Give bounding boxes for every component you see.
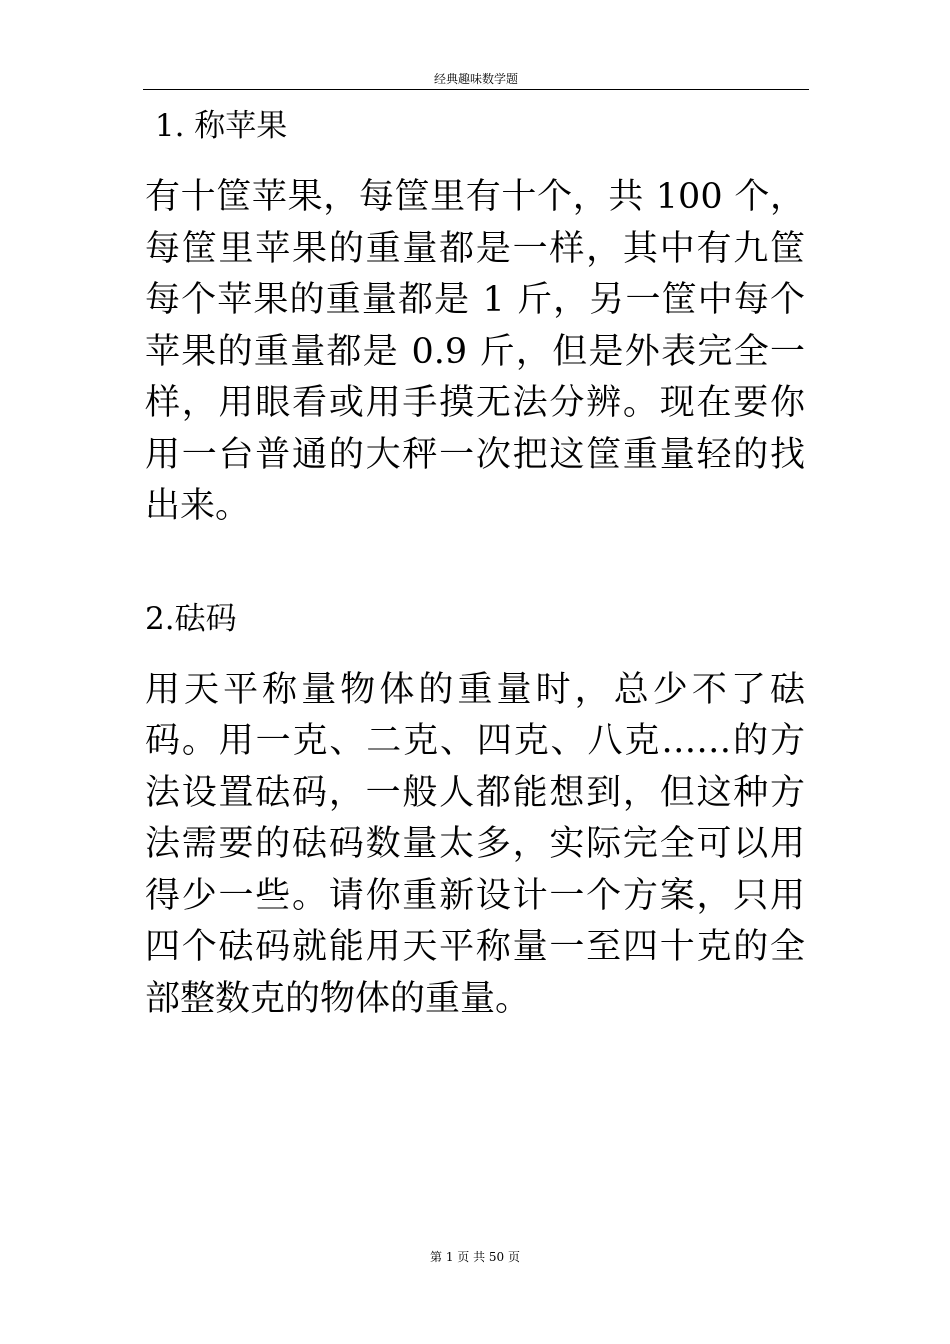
problem-2-heading: 2.砝码	[145, 600, 237, 637]
document-body	[145, 100, 805, 1025]
page-header	[143, 70, 809, 90]
page-footer: 第 1 页 共 50 页	[430, 1250, 520, 1264]
problem-1-text: 有十筐苹果，每筐里有十个，共 100 个，每筐里苹果的重量都是一样，其中有九筐每个苹果的重量都是 1 斤，另一筐中每个苹果的重量都是 0.9 斤，但是外表完全一样，用眼看或用手摸无法分辨。现在要你用一台普通的大秤一次把这筐重量轻的找出来。	[145, 177, 805, 526]
header-title: 经典趣味数学题	[433, 72, 518, 86]
problem-1-heading: 1. 称苹果	[145, 108, 288, 144]
problem-2-text: 用天平称量物体的重量时，总少不了砝码。用一克、二克、四克、八克……的方法设置砝码，一般人都能想到，但这种方法需要的砝码数量太多，实际完全可以用得少一些。请你重新设计一个方案，只用四个砝码就能用天平称量一至四十克的全部整数克的物体的重量。	[145, 669, 805, 1019]
